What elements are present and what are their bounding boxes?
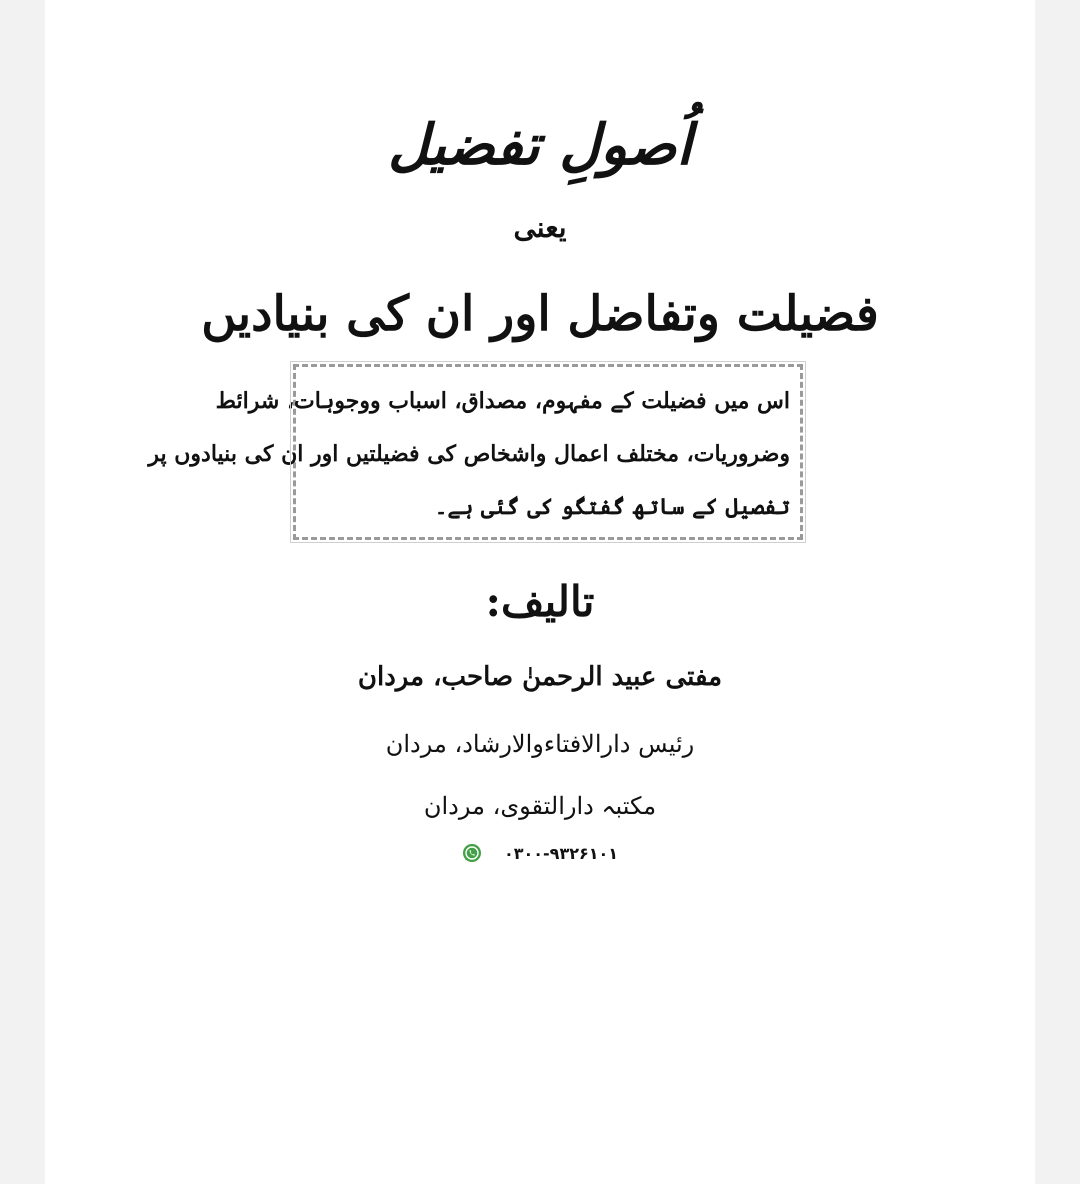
author-role: رئیس دارالافتاءوالارشاد، مردان	[385, 730, 695, 758]
author-name: مفتی عبید الرحمنٰ صاحب، مردان	[357, 662, 723, 692]
phone-number: ۰۳۰۰-۹۳۲۶۱۰۱	[503, 843, 619, 863]
document-page	[45, 0, 1035, 1184]
document-subtitle: فضیلت وتفاضل اور ان کی بنیادیں	[201, 286, 879, 342]
description-line: اس میں فضیلت کے مفہوم، مصداق، اسباب ووجوہات، شرائط	[215, 388, 790, 414]
description-line: وضروریات، مختلف اعمال واشخاص کی فضیلتیں اور ان کی بنیادوں پر	[148, 441, 790, 467]
description-box	[148, 364, 803, 540]
contact-row	[45, 838, 1035, 868]
whatsapp-icon	[462, 843, 482, 863]
authorship-label: تالیف:	[485, 577, 595, 626]
description-line: تفصیل کے ساتھ گفتگو کی گئی ہے۔	[434, 494, 790, 520]
title-connector: یعنی	[513, 211, 567, 244]
publisher-name: مکتبہ دارالتقوی، مردان	[423, 792, 657, 820]
document-title: اُصولِ تفضیل	[387, 112, 692, 178]
